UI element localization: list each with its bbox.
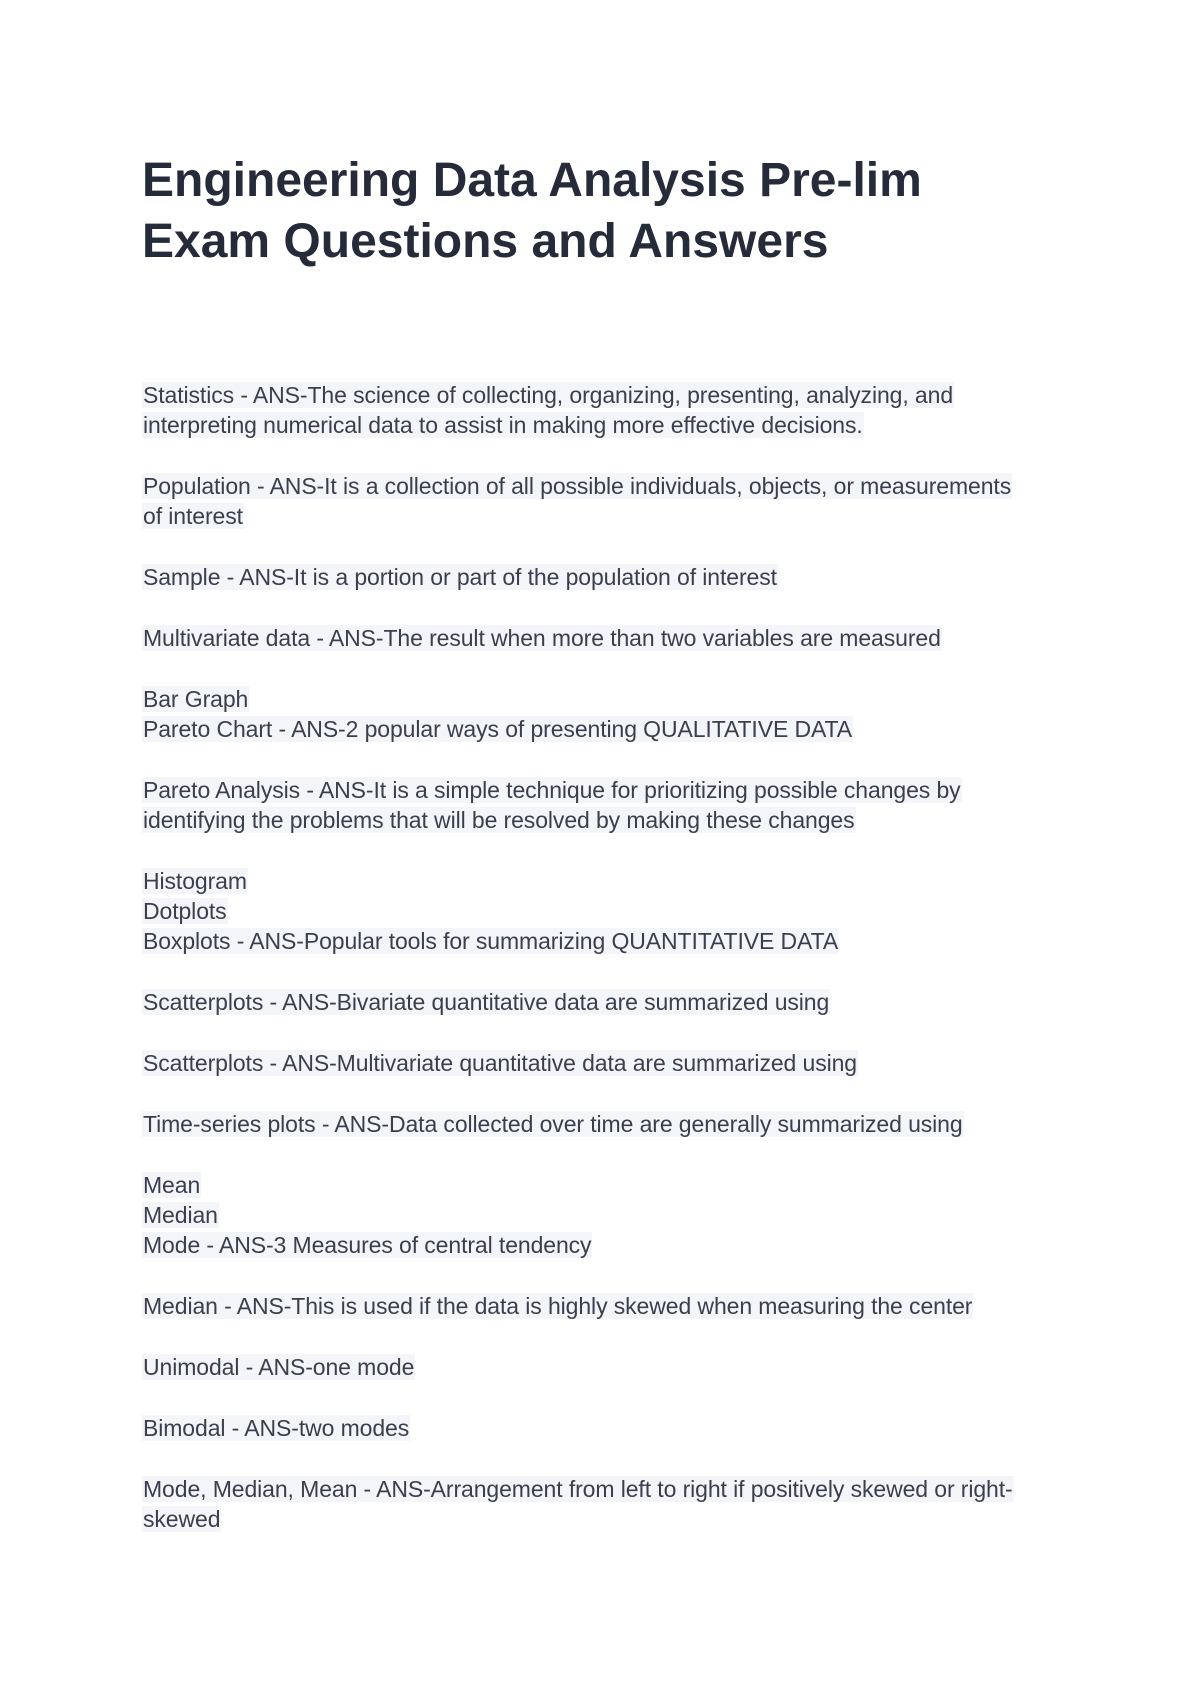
qa-line	[142, 1352, 1062, 1382]
qa-line	[142, 775, 1062, 805]
document-page	[142, 150, 1062, 1565]
qa-text: Multivariate data - ANS-The result when more than two variables are measured	[143, 625, 941, 651]
qa-line	[142, 1504, 1062, 1534]
qa-line	[142, 684, 1062, 714]
qa-text: Mode - ANS-3 Measures of central tendency	[143, 1232, 592, 1258]
qa-item-scatterplots-multivariate	[142, 1048, 1062, 1078]
qa-text: of interest	[143, 503, 243, 529]
document-title-line: Engineering Data Analysis Pre-lim	[142, 154, 922, 207]
qa-line	[142, 562, 1062, 592]
qa-text: Boxplots - ANS-Popular tools for summarizing QUANTITATIVE DATA	[143, 928, 839, 954]
qa-text: Sample - ANS-It is a portion or part of the population of interest	[143, 564, 777, 590]
qa-text: Time-series plots - ANS-Data collected over time are generally summarized using	[143, 1111, 963, 1137]
qa-text: Population - ANS-It is a collection of all possible individuals, objects, or measurements	[143, 473, 1012, 499]
qa-text: Pareto Chart - ANS-2 popular ways of presenting QUALITATIVE DATA	[143, 716, 853, 742]
qa-line	[142, 410, 1062, 440]
qa-text: Statistics - ANS-The science of collecting, organizing, presenting, analyzing, and	[143, 382, 954, 408]
qa-text: Pareto Analysis - ANS-It is a simple technique for prioritizing possible changes by	[143, 777, 961, 803]
qa-line	[142, 926, 1062, 956]
qa-line	[142, 501, 1062, 531]
qa-line	[142, 896, 1062, 926]
qa-text: Bar Graph	[143, 686, 249, 712]
qa-item-statistics	[142, 380, 1062, 440]
qa-text: Scatterplots - ANS-Bivariate quantitative data are summarized using	[143, 989, 830, 1015]
qa-text: Histogram	[143, 868, 247, 894]
qa-text: Dotplots	[143, 898, 227, 924]
qa-text: interpreting numerical data to assist in making more effective decisions.	[143, 412, 863, 438]
qa-text: Scatterplots - ANS-Multivariate quantitative data are summarized using	[143, 1050, 857, 1076]
qa-line	[142, 1413, 1062, 1443]
qa-line	[142, 1474, 1062, 1504]
qa-line	[142, 1291, 1062, 1321]
qa-item-scatterplots-bivariate	[142, 987, 1062, 1017]
qa-line	[142, 1170, 1062, 1200]
document-title-line: Exam Questions and Answers	[142, 215, 829, 268]
qa-line	[142, 1230, 1062, 1260]
qa-line	[142, 471, 1062, 501]
qa-list	[142, 380, 1062, 1534]
qa-line	[142, 805, 1062, 835]
qa-line	[142, 1109, 1062, 1139]
qa-item-sample	[142, 562, 1062, 592]
qa-text: Bimodal - ANS-two modes	[143, 1415, 410, 1441]
qa-text: Median	[143, 1202, 218, 1228]
qa-item-bimodal	[142, 1413, 1062, 1443]
qa-text: Mean	[143, 1172, 201, 1198]
qa-item-multivariate-data	[142, 623, 1062, 653]
qa-line	[142, 380, 1062, 410]
qa-text: skewed	[143, 1506, 221, 1532]
qa-item-central-tendency	[142, 1170, 1062, 1260]
qa-item-quantitative-tools	[142, 866, 1062, 956]
qa-line	[142, 714, 1062, 744]
qa-text: identifying the problems that will be resolved by making these changes	[143, 807, 855, 833]
qa-item-population	[142, 471, 1062, 531]
qa-item-skew-arrangement	[142, 1474, 1062, 1534]
qa-line	[142, 1048, 1062, 1078]
qa-line	[142, 623, 1062, 653]
document-title	[142, 150, 1062, 272]
qa-item-pareto-analysis	[142, 775, 1062, 835]
qa-item-time-series-plots	[142, 1109, 1062, 1139]
qa-text: Mode, Median, Mean - ANS-Arrangement from left to right if positively skewed or right-	[143, 1476, 1013, 1502]
qa-line	[142, 866, 1062, 896]
qa-text: Median - ANS-This is used if the data is highly skewed when measuring the center	[143, 1293, 973, 1319]
qa-item-qualitative-tools	[142, 684, 1062, 744]
qa-text: Unimodal - ANS-one mode	[143, 1354, 415, 1380]
qa-line	[142, 1200, 1062, 1230]
qa-item-unimodal	[142, 1352, 1062, 1382]
qa-item-median-skewed	[142, 1291, 1062, 1321]
qa-line	[142, 987, 1062, 1017]
